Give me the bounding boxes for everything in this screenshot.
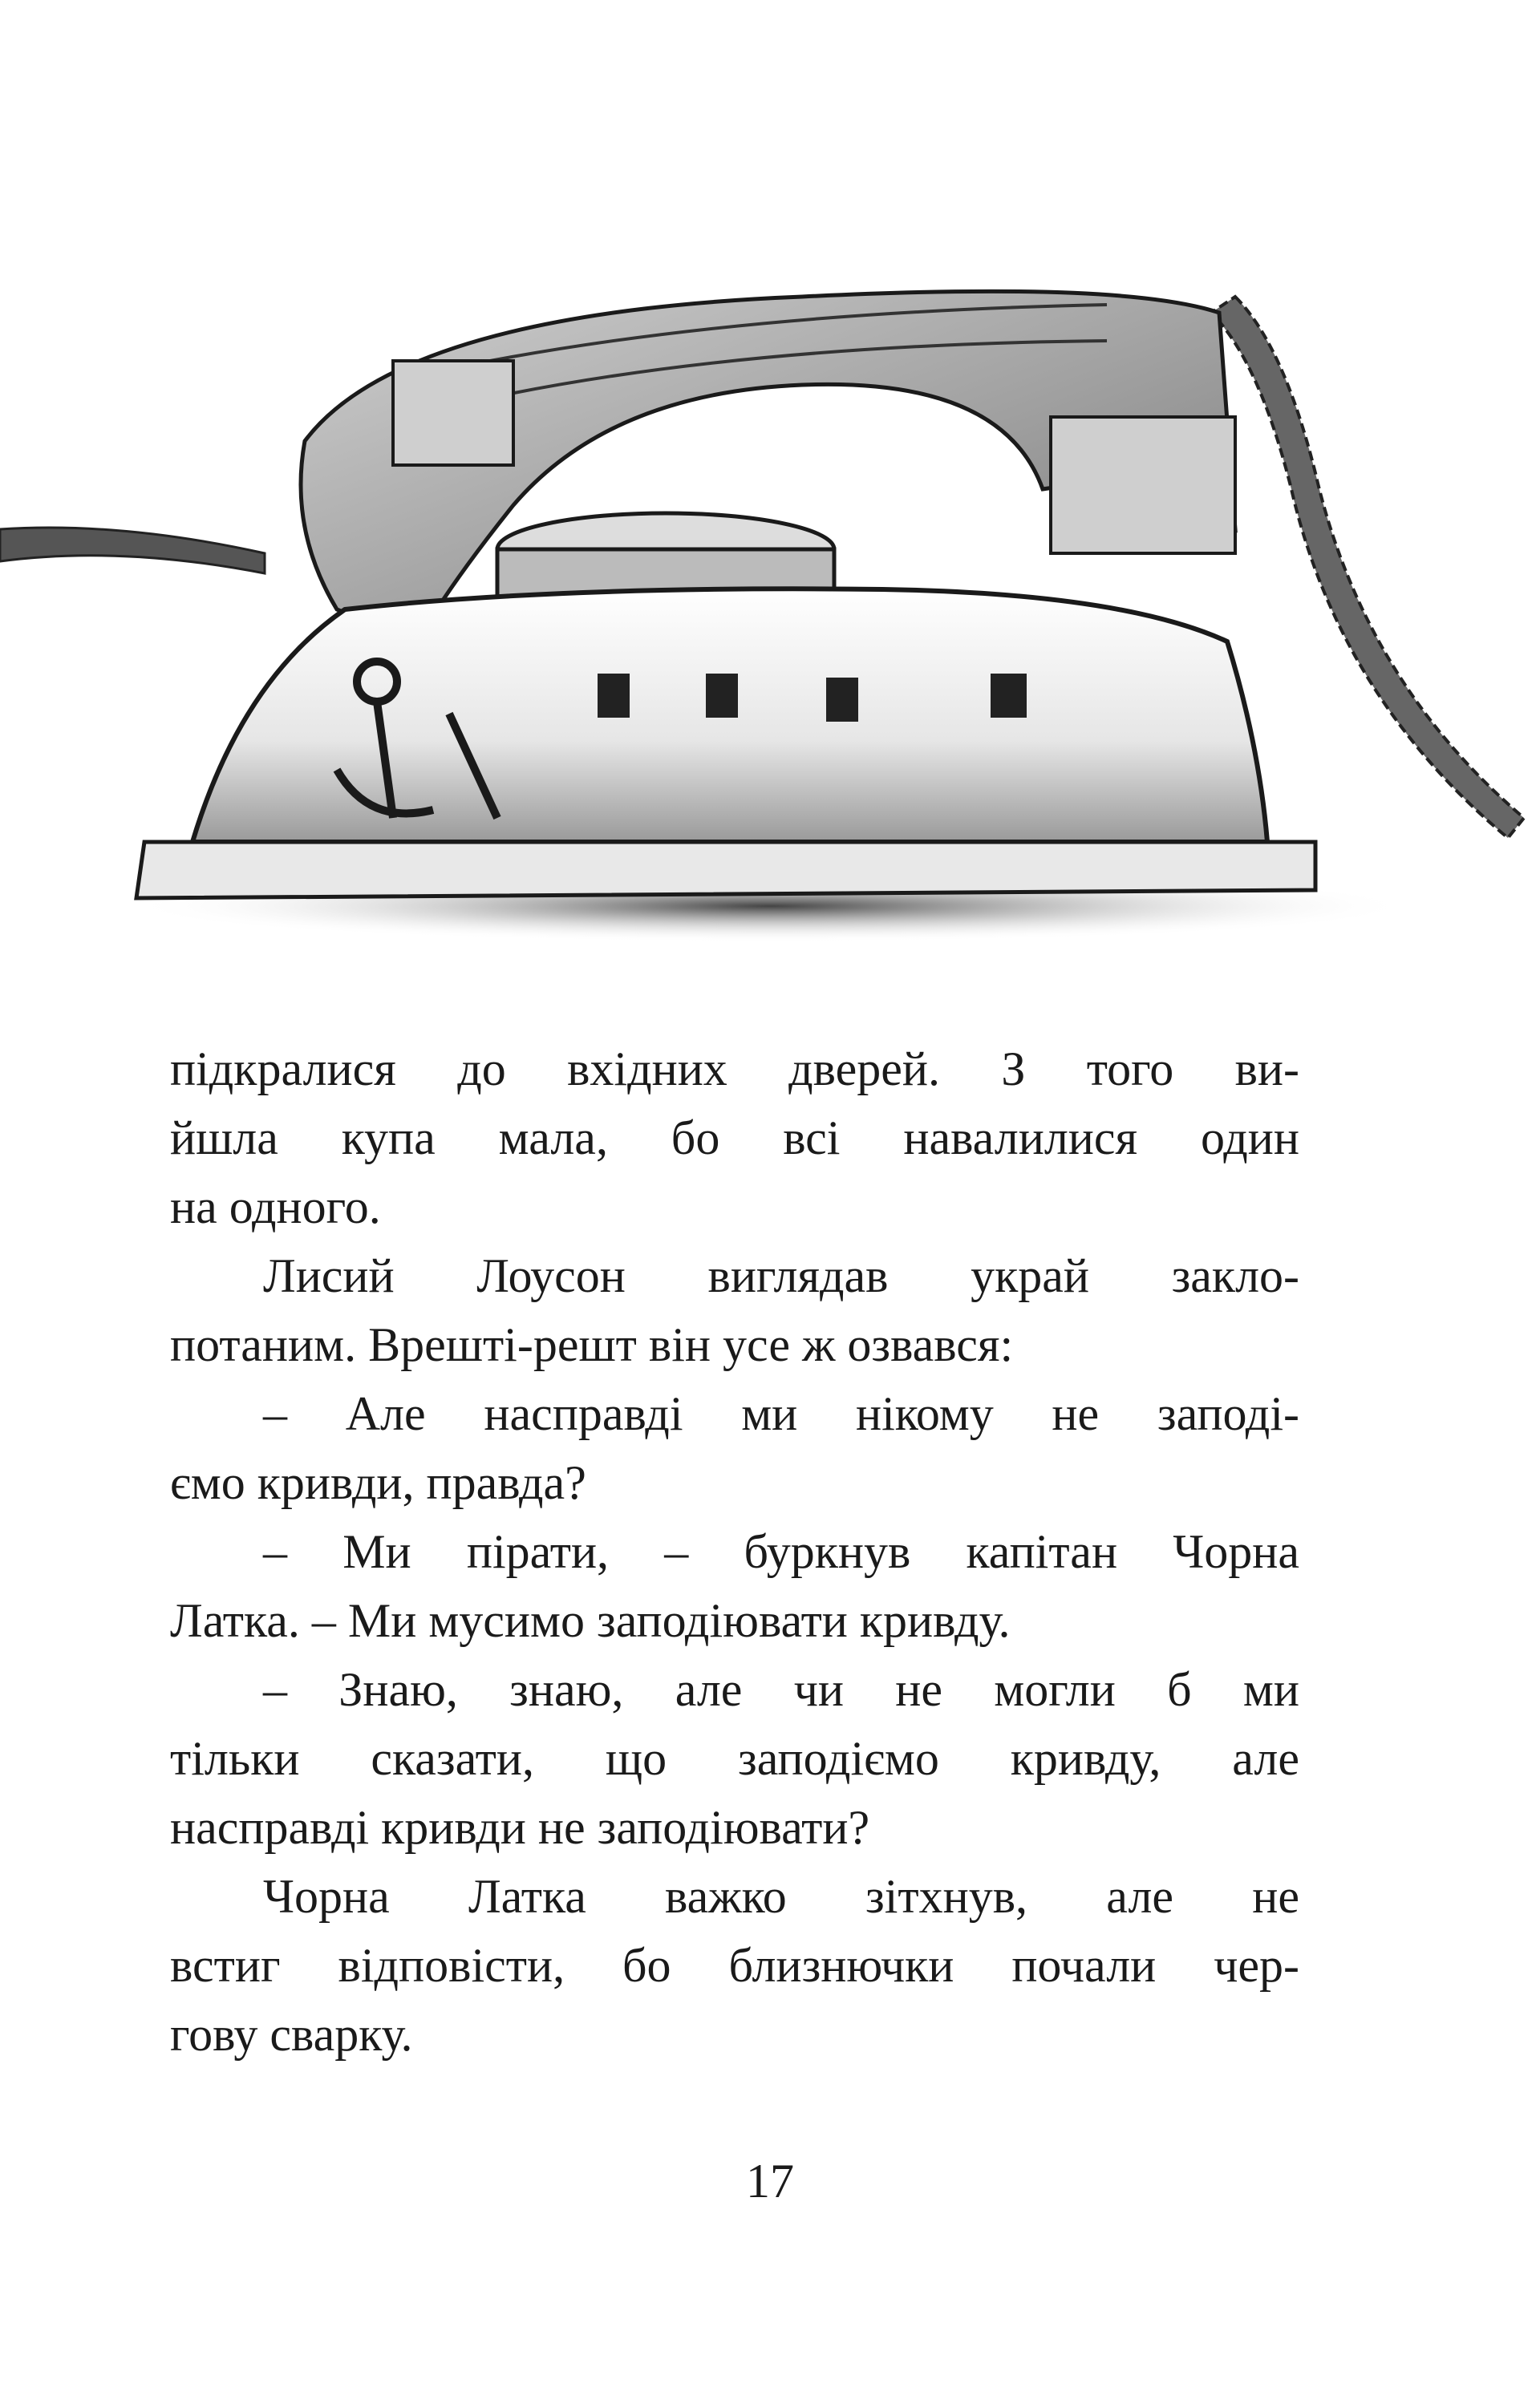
soleplate <box>136 842 1315 898</box>
text-line: гову сварку. <box>170 2008 413 2061</box>
iron-ship-illustration <box>0 265 1540 986</box>
text-line: Лисий Лоусон виглядав украй закло- <box>263 1249 1299 1302</box>
text-line: потаним. Врешті-решт він усе ж озвався: <box>170 1318 1014 1371</box>
text-line: насправді кривди не заподіювати? <box>170 1801 870 1854</box>
text-line: встиг відповісти, бо близнючки почали чер- <box>170 1939 1299 1992</box>
body-text <box>170 1034 1299 2069</box>
text-line: Чорна Латка важко зітхнув, але не <box>263 1870 1299 1923</box>
text-line: йшла купа мала, бо всі навалилися один <box>170 1111 1299 1164</box>
text-line: – Знаю, знаю, але чи не могли б ми <box>263 1663 1299 1716</box>
text-line: ємо кривди, правда? <box>170 1456 586 1509</box>
text-line: – Ми пірати, – буркнув капітан Чорна <box>263 1525 1299 1578</box>
text-line: на одного. <box>170 1180 381 1233</box>
text-line: підкралися до вхідних дверей. З того ви- <box>170 1042 1299 1095</box>
house-right <box>1051 417 1235 553</box>
rope <box>0 528 265 573</box>
house-left <box>393 361 513 465</box>
text-line: тільки сказати, що заподіємо кривду, але <box>170 1732 1299 1785</box>
text-line: Латка. – Ми мусимо заподіювати кривду. <box>170 1594 1011 1647</box>
text-line: – Але насправді ми нікому не заподі- <box>263 1387 1299 1440</box>
page-number: 17 <box>746 2155 794 2208</box>
